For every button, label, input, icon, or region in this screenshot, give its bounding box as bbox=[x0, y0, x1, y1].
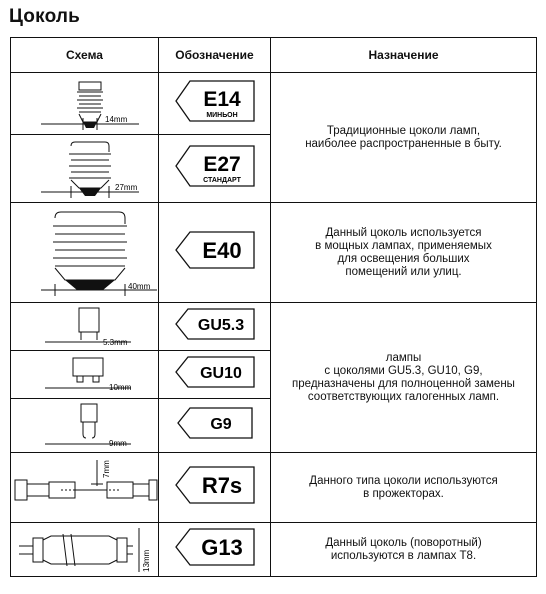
code-label: G9 bbox=[209, 416, 232, 433]
code-badge bbox=[174, 355, 256, 389]
code-cell bbox=[159, 351, 271, 399]
table-row bbox=[11, 453, 537, 523]
description-cell: Данный цоколь используется в мощных лампах, применяемых для освещения больших помещений или улиц. bbox=[271, 203, 537, 303]
code-cell bbox=[159, 523, 271, 577]
code-label: GU5.3 bbox=[197, 317, 244, 334]
table-row bbox=[11, 303, 537, 351]
table-row bbox=[11, 203, 537, 303]
dimension-label: 13mm bbox=[142, 549, 151, 572]
code-badge bbox=[174, 307, 256, 341]
header-purpose: Назначение bbox=[271, 38, 537, 73]
code-label: E27 bbox=[202, 153, 241, 176]
description-cell: Данный цоколь (поворотный) используются в лампах T8. bbox=[271, 523, 537, 577]
gu10-bulb-diagram bbox=[11, 352, 159, 398]
page-title: Цоколь bbox=[9, 6, 81, 27]
dimension-label: 10mm bbox=[109, 382, 132, 392]
r7s-lamp-diagram bbox=[11, 454, 159, 522]
header-code: Обозначение bbox=[159, 38, 271, 73]
code-label: E14 bbox=[202, 88, 241, 111]
description-cell: Данного типа цоколи используются в прожекторах. bbox=[271, 453, 537, 523]
socket-table bbox=[10, 37, 537, 577]
e27-bulb-diagram bbox=[11, 136, 159, 202]
dimension-label: 14mm bbox=[105, 114, 128, 124]
dimension-label: 5.3mm bbox=[103, 337, 128, 347]
code-badge bbox=[174, 527, 256, 567]
description-cell: лампы с цоколями GU5.3, GU10, G9, предназначены для полноценной замены соответствующих галогенных ламп. bbox=[271, 303, 537, 453]
code-cell bbox=[159, 303, 271, 351]
code-sublabel: МИНЬОН bbox=[205, 112, 238, 119]
e40-bulb-diagram bbox=[11, 204, 159, 302]
code-sublabel: СТАНДАРТ bbox=[202, 177, 241, 184]
code-label: R7s bbox=[201, 473, 242, 498]
table-header-row bbox=[11, 38, 537, 73]
code-cell bbox=[159, 135, 271, 203]
description-cell: Традиционные цоколи ламп, наиболее распространенные в быту. bbox=[271, 73, 537, 203]
dimension-label: 27mm bbox=[115, 182, 138, 192]
scheme-cell bbox=[11, 523, 159, 577]
code-cell bbox=[159, 399, 271, 453]
scheme-cell bbox=[11, 135, 159, 203]
code-badge bbox=[174, 230, 256, 270]
g13-lamp-diagram bbox=[11, 524, 159, 576]
dimension-label: 7mm bbox=[102, 459, 111, 478]
header-scheme: Схема bbox=[11, 38, 159, 73]
scheme-cell bbox=[11, 203, 159, 303]
code-cell bbox=[159, 73, 271, 135]
dimension-label: 40mm bbox=[128, 281, 151, 291]
scheme-cell bbox=[11, 303, 159, 351]
scheme-cell bbox=[11, 73, 159, 135]
g9-bulb-diagram bbox=[11, 400, 159, 452]
code-badge bbox=[174, 465, 256, 505]
scheme-cell bbox=[11, 399, 159, 453]
gu53-bulb-diagram bbox=[11, 304, 159, 350]
table-row bbox=[11, 73, 537, 135]
e14-bulb-diagram bbox=[11, 74, 159, 134]
code-label: E40 bbox=[201, 238, 242, 263]
code-label: G13 bbox=[200, 535, 243, 560]
dimension-label: 9mm bbox=[109, 438, 127, 448]
scheme-cell bbox=[11, 453, 159, 523]
code-badge bbox=[174, 144, 256, 188]
code-label: GU10 bbox=[199, 365, 242, 382]
code-badge bbox=[174, 79, 256, 123]
table-row bbox=[11, 523, 537, 577]
scheme-cell bbox=[11, 351, 159, 399]
code-cell bbox=[159, 203, 271, 303]
code-cell bbox=[159, 453, 271, 523]
code-badge bbox=[176, 406, 254, 440]
